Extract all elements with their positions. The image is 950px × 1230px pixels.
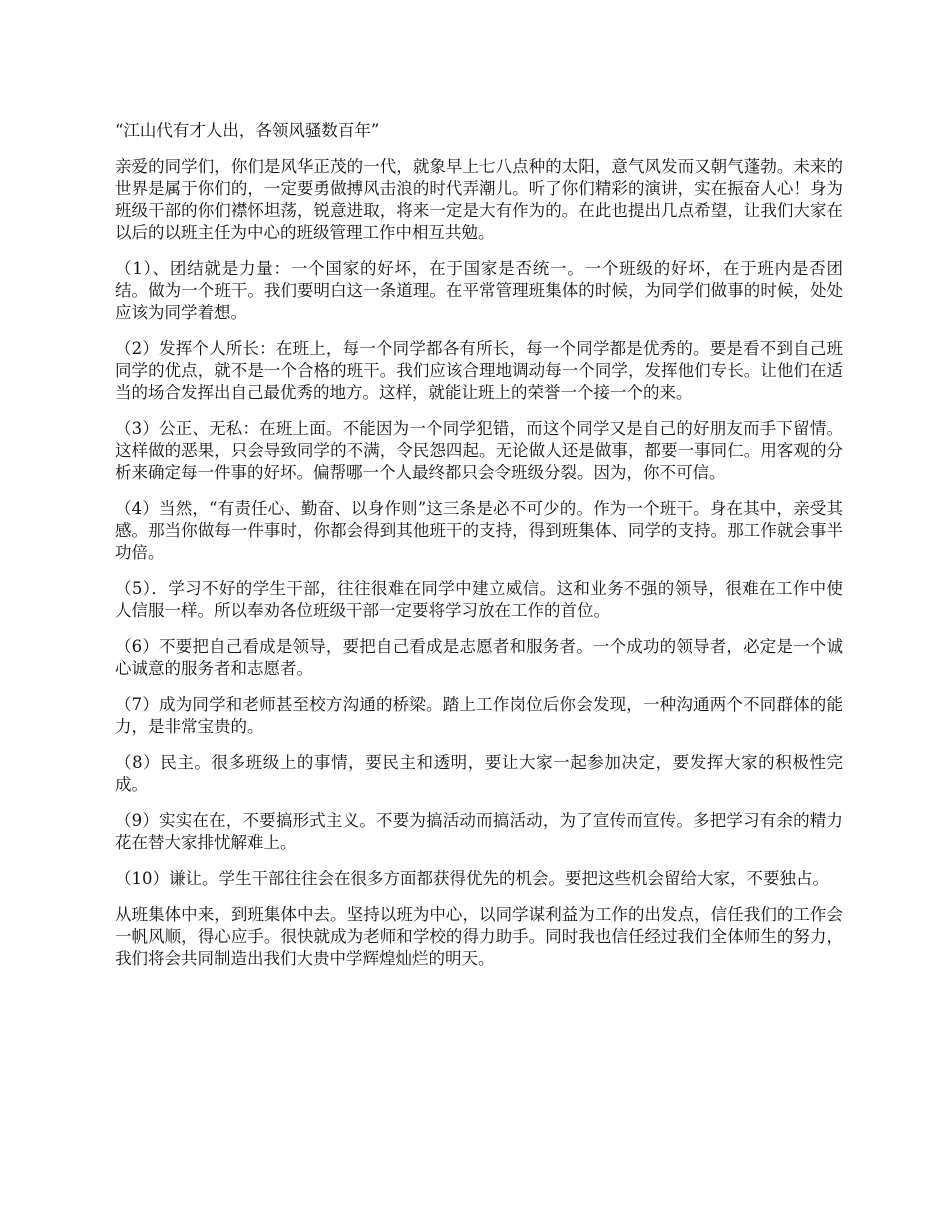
paragraph-point-5: （5）．学习不好的学生干部，往往很难在同学中建立威信。这和业务不强的领导，很难在工作中使人信服一样。所以奉劝各位班级干部一定要将学习放在工作的首位。 [115, 579, 843, 620]
paragraph-point-10: （10）谦让。学生干部往往会在很多方面都获得优先的机会。要把这些机会留给大家，不要独占。 [115, 869, 829, 888]
paragraph-point-9: （9）实实在在，不要搞形式主义。不要为搞活动而搞活动，为了宣传而宣传。多把学习有余的精力花在替大家排忧解难上。 [115, 811, 843, 852]
paragraph-point-7: （7）成为同学和老师甚至校方沟通的桥梁。踏上工作岗位后你会发现，一种沟通两个不同群体的能力，是非常宝贵的。 [115, 695, 843, 736]
paragraph-point-1: （1）、团结就是力量：一个国家的好坏，在于国家是否统一。一个班级的好坏，在于班内是否团结。做为一个班干。我们要明白这一条道理。在平常管理班集体的时候，为同学们做事的时候，处处应该为同学着想。 [115, 259, 843, 322]
paragraph-conclusion: 从班集体中来，到班集体中去。坚持以班为中心，以同学谋利益为工作的出发点，信任我们的工作会一帆风顺，得心应手。很快就成为老师和学校的得力助手。同时我也信任经过我们全体师生的努力，我们将会共同制造出我们大贵中学辉煌灿烂的明天。 [115, 905, 843, 968]
document-body [115, 120, 843, 984]
paragraph-point-3: （3）公正、无私：在班上面。不能因为一个同学犯错，而这个同学又是自己的好朋友而手下留情。这样做的恶果，只会导致同学的不满，令民怨四起。无论做人还是做事，都要一事同仁。用客观的分析来确定每一件事的好坏。偏帮哪一个人最终都只会令班级分裂。因为，你不可信。 [115, 419, 843, 482]
paragraph-intro: 亲爱的同学们，你们是风华正茂的一代，就象早上七八点种的太阳，意气风发而又朝气蓬勃。未来的世界是属于你们的，一定要勇做搏风击浪的时代弄潮儿。听了你们精彩的演讲，实在振奋人心！身为班级干部的你们襟怀坦荡，锐意进取，将来一定是大有作为的。在此也提出几点希望，让我们大家在以后的以班主任为中心的班级管理工作中相互共勉。 [115, 157, 843, 242]
paragraph-point-6: （6）不要把自己看成是领导，要把自己看成是志愿者和服务者。一个成功的领导者，必定是一个诚心诚意的服务者和志愿者。 [115, 637, 843, 678]
opening-quote: “江山代有才人出，各领风骚数百年” [115, 121, 380, 140]
paragraph-point-4: （4）当然，“有责任心、勤奋、以身作则”这三条是必不可少的。作为一个班干。身在其中，亲受其感。那当你做每一件事时，你都会得到其他班干的支持，得到班集体、同学的支持。那工作就会事半功倍。 [115, 499, 843, 562]
paragraph-point-2: （2）发挥个人所长：在班上，每一个同学都各有所长，每一个同学都是优秀的。要是看不到自己班同学的优点，就不是一个合格的班干。我们应该合理地调动每一个同学，发挥他们专长。让他们在适当的场合发挥出自己最优秀的地方。这样，就能让班上的荣誉一个接一个的来。 [115, 339, 843, 402]
paragraph-point-8: （8）民主。很多班级上的事情，要民主和透明，要让大家一起参加决定，要发挥大家的积极性完成。 [115, 753, 843, 794]
